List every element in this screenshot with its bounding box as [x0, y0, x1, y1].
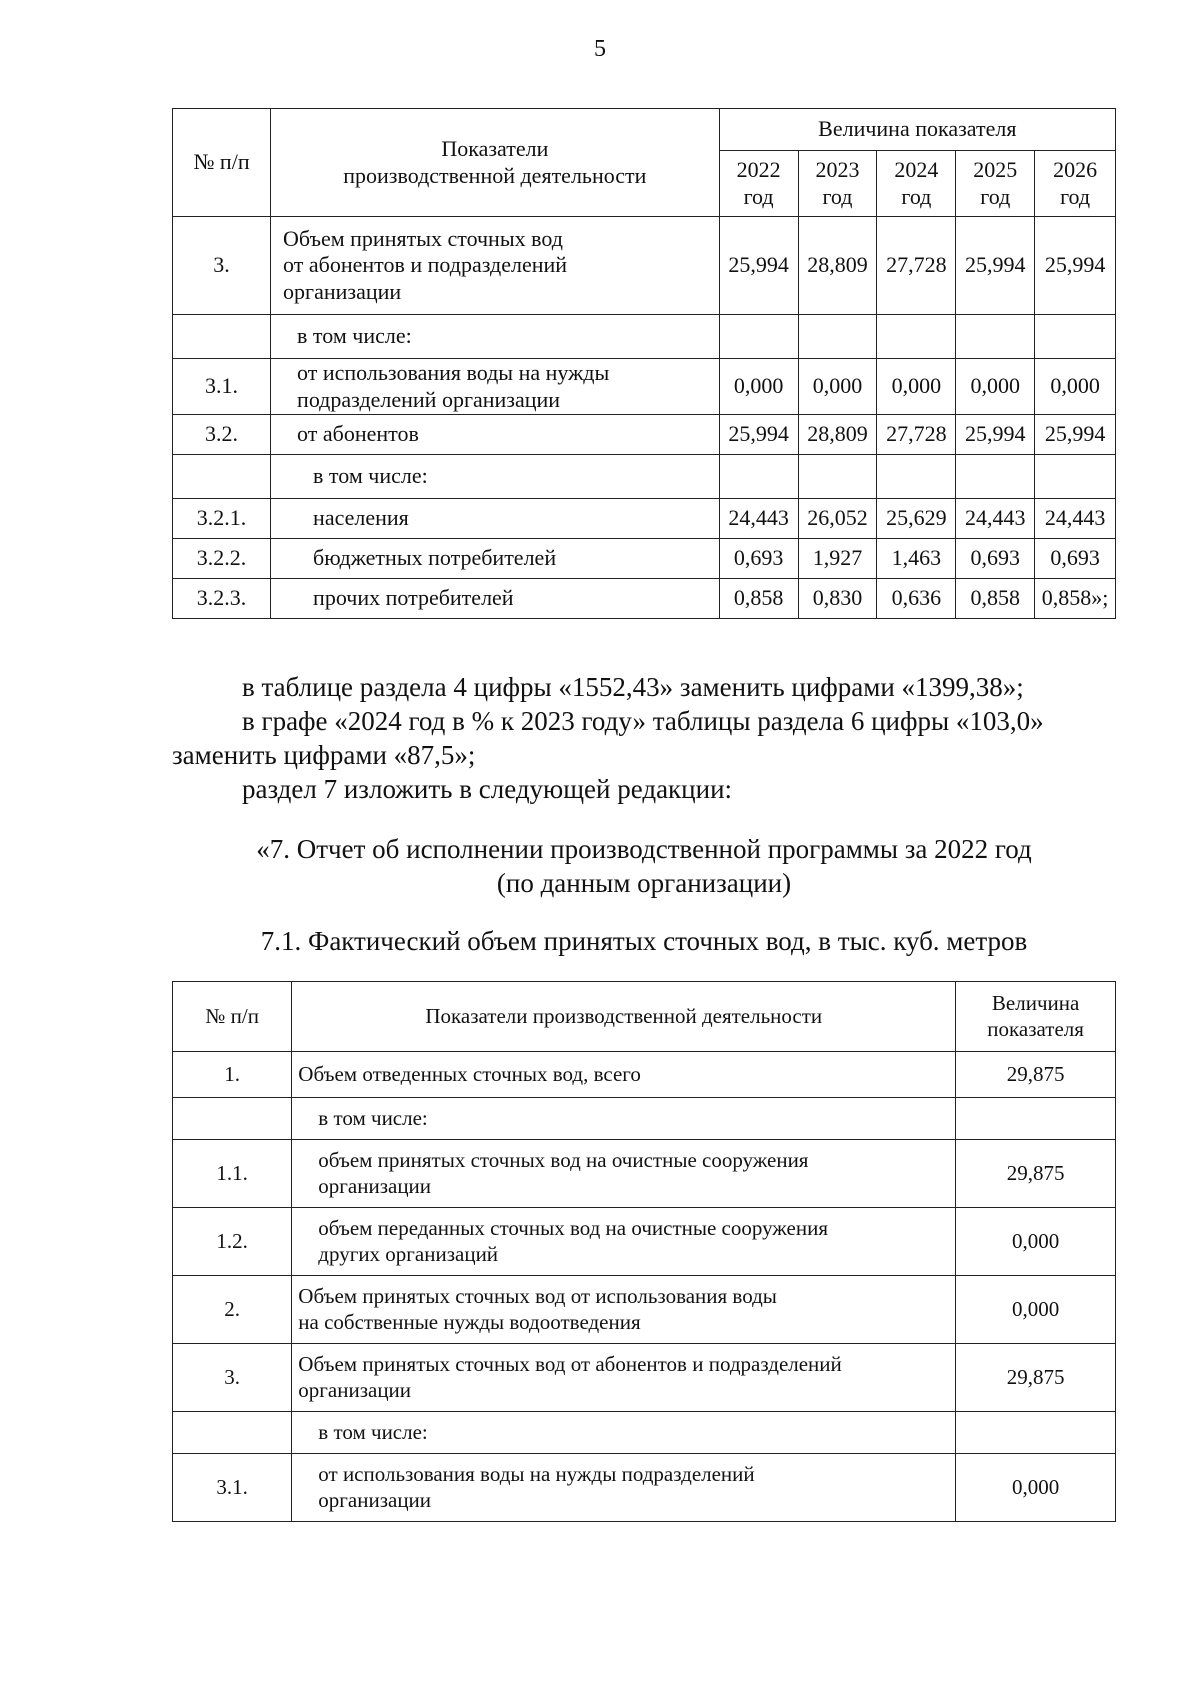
- cell-value: 25,629: [877, 499, 956, 539]
- row-num: 2.: [173, 1276, 292, 1344]
- row-num: 1.1.: [173, 1140, 292, 1208]
- cell-value: 25,994: [956, 415, 1035, 455]
- row-label: населения: [271, 499, 720, 539]
- row-num: 3.1.: [173, 359, 271, 415]
- section-title-line1: «7. Отчет об исполнении производственной программы за 2022 год: [256, 834, 1032, 864]
- header-num: № п/п: [173, 982, 292, 1052]
- cell-value: [877, 455, 956, 499]
- table-row: [173, 579, 1116, 619]
- row-num: 3.2.: [173, 415, 271, 455]
- cell-value: 0,858»;: [1035, 579, 1116, 619]
- cell-value: 0,830: [798, 579, 877, 619]
- row-label: объем принятых сточных вод на очистные сооружения организации: [292, 1140, 956, 1208]
- cell-value: [956, 1098, 1116, 1140]
- header-year-2025: 2025 год: [956, 151, 1035, 217]
- table-row: [173, 1454, 1116, 1522]
- row-num: [173, 455, 271, 499]
- table-row: [173, 499, 1116, 539]
- cell-value: 29,875: [956, 1344, 1116, 1412]
- amendment-paragraph-3: раздел 7 изложить в следующей редакции:: [242, 774, 733, 804]
- row-num: [173, 1098, 292, 1140]
- header-value-group: Величина показателя: [719, 109, 1115, 151]
- cell-value: [877, 315, 956, 359]
- cell-value: 26,052: [798, 499, 877, 539]
- cell-value: 0,858: [719, 579, 798, 619]
- cell-value: [798, 315, 877, 359]
- cell-value: 28,809: [798, 217, 877, 315]
- cell-value: 29,875: [956, 1140, 1116, 1208]
- row-label: от использования воды на нужды подразделений организации: [292, 1454, 956, 1522]
- table-row: [173, 1140, 1116, 1208]
- row-label: Объем принятых сточных вод от абонентов и подразделений организации: [292, 1344, 956, 1412]
- cell-value: 0,000: [798, 359, 877, 415]
- table-row: [173, 1208, 1116, 1276]
- cell-value: 0,693: [719, 539, 798, 579]
- header-indicators: Показатели производственной деятельности: [292, 982, 956, 1052]
- header-num: № п/п: [173, 109, 271, 217]
- cell-value: [1035, 315, 1116, 359]
- header-value: Величина показателя: [956, 982, 1116, 1052]
- row-label: объем переданных сточных вод на очистные сооружения других организаций: [292, 1208, 956, 1276]
- cell-value: 24,443: [956, 499, 1035, 539]
- cell-value: 24,443: [1035, 499, 1116, 539]
- row-num: [173, 315, 271, 359]
- cell-value: 0,000: [956, 1208, 1116, 1276]
- cell-value: 27,728: [877, 415, 956, 455]
- row-label: в том числе:: [271, 315, 720, 359]
- header-indicators-line1: Показатели: [441, 136, 549, 162]
- row-num: 3.: [173, 1344, 292, 1412]
- cell-value: 25,994: [1035, 415, 1116, 455]
- cell-value: 28,809: [798, 415, 877, 455]
- amendment-paragraph-2-cont: заменить цифрами «87,5»;: [172, 740, 476, 770]
- amendment-paragraph-2: в графе «2024 год в % к 2023 году» таблицы раздела 6 цифры «103,0»: [242, 706, 1044, 736]
- cell-value: 25,994: [719, 415, 798, 455]
- cell-value: 0,000: [956, 1276, 1116, 1344]
- table-row: [173, 217, 1116, 315]
- cell-value: [956, 1412, 1116, 1454]
- row-label: Объем принятых сточных вод от абонентов и подразделений организации: [271, 217, 720, 315]
- cell-value: 25,994: [719, 217, 798, 315]
- cell-value: 0,000: [1035, 359, 1116, 415]
- header-year-2023: 2023 год: [798, 151, 877, 217]
- subsection-title: 7.1. Фактический объем принятых сточных вод, в тыс. куб. метров: [260, 926, 1028, 956]
- cell-value: 29,875: [956, 1052, 1116, 1098]
- row-label: от использования воды на нужды подразделений организации: [271, 359, 720, 415]
- row-num: 3.2.3.: [173, 579, 271, 619]
- row-num: 1.2.: [173, 1208, 292, 1276]
- row-num: 1.: [173, 1052, 292, 1098]
- row-label: Объем отведенных сточных вод, всего: [292, 1052, 956, 1098]
- table-row: [173, 359, 1116, 415]
- cell-value: 0,000: [719, 359, 798, 415]
- table-row: [173, 455, 1116, 499]
- row-label: в том числе:: [292, 1098, 956, 1140]
- table-row: [173, 1052, 1116, 1098]
- actual-wastewater-table: [172, 981, 1116, 1522]
- amendment-paragraph-1: в таблице раздела 4 цифры «1552,43» заменить цифрами «1399,38»;: [242, 672, 1024, 702]
- row-label: прочих потребителей: [271, 579, 720, 619]
- table-row: [173, 315, 1116, 359]
- cell-value: [956, 315, 1035, 359]
- cell-value: [719, 455, 798, 499]
- cell-value: 1,463: [877, 539, 956, 579]
- header-indicators-line2: производственной деятельности: [343, 162, 647, 188]
- row-label: в том числе:: [271, 455, 720, 499]
- cell-value: 0,000: [956, 359, 1035, 415]
- row-num: 3.2.2.: [173, 539, 271, 579]
- table-row: [173, 415, 1116, 455]
- row-label: в том числе:: [292, 1412, 956, 1454]
- cell-value: 25,994: [1035, 217, 1116, 315]
- cell-value: 0,693: [956, 539, 1035, 579]
- cell-value: 0,636: [877, 579, 956, 619]
- table-row: [173, 1276, 1116, 1344]
- table-row: [173, 1412, 1116, 1454]
- header-year-2026: 2026 год: [1035, 151, 1116, 217]
- row-label: от абонентов: [271, 415, 720, 455]
- row-num: 3.2.1.: [173, 499, 271, 539]
- cell-value: 0,693: [1035, 539, 1116, 579]
- row-num: 3.1.: [173, 1454, 292, 1522]
- table-row: [173, 1344, 1116, 1412]
- section-title-line2: (по данным организации): [496, 868, 792, 898]
- cell-value: 0,000: [877, 359, 956, 415]
- cell-value: [1035, 455, 1116, 499]
- cell-value: 25,994: [956, 217, 1035, 315]
- header-year-2022: 2022 год: [719, 151, 798, 217]
- cell-value: 27,728: [877, 217, 956, 315]
- table-row: [173, 539, 1116, 579]
- cell-value: [956, 455, 1035, 499]
- header-indicators: [271, 109, 720, 217]
- cell-value: 24,443: [719, 499, 798, 539]
- page-number: 5: [594, 36, 606, 62]
- header-year-2024: 2024 год: [877, 151, 956, 217]
- table-row: [173, 1098, 1116, 1140]
- cell-value: [798, 455, 877, 499]
- cell-value: 0,858: [956, 579, 1035, 619]
- row-label: бюджетных потребителей: [271, 539, 720, 579]
- row-num: [173, 1412, 292, 1454]
- cell-value: 0,000: [956, 1454, 1116, 1522]
- row-num: 3.: [173, 217, 271, 315]
- production-indicators-table: [172, 108, 1116, 619]
- cell-value: 1,927: [798, 539, 877, 579]
- row-label: Объем принятых сточных вод от использования воды на собственные нужды водоотведения: [292, 1276, 956, 1344]
- cell-value: [719, 315, 798, 359]
